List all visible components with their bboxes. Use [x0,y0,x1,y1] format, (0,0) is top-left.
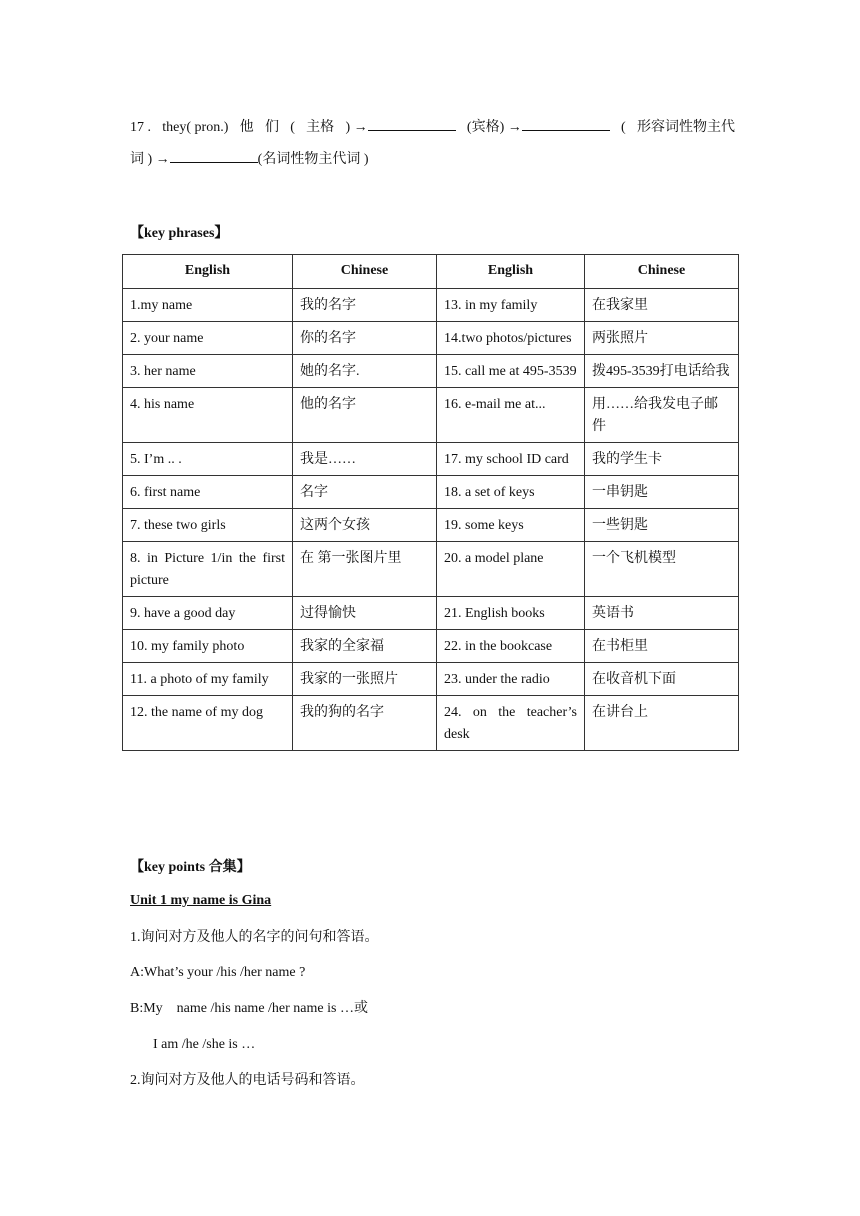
exercise-line-2 [130,144,735,176]
table-cell: 过得愉快 [293,597,437,630]
table-cell: 6. first name [123,476,293,509]
table-cell: 23. under the radio [437,663,585,696]
table-cell: 我的名字 [293,289,437,322]
table-cell: 16. e-mail me at... [437,388,585,443]
table-cell: 这两个女孩 [293,509,437,542]
column-header-chinese: Chinese [585,255,739,289]
table-cell: 7. these two girls [123,509,293,542]
unit-title: Unit 1 my name is Gina [130,893,272,908]
table-row [123,388,739,443]
table-row [123,696,739,751]
table-cell: 3. her name [123,355,293,388]
table-cell: 名字 [293,476,437,509]
item-text: 主格 [306,120,335,135]
table-cell: 一些钥匙 [585,509,739,542]
table-cell: 22. in the bookcase [437,630,585,663]
body-line: I am /he /she is … [153,1037,256,1052]
table-cell: 5. I’m .. . [123,443,293,476]
table-cell: 在收音机下面 [585,663,739,696]
answer-blank[interactable] [368,116,456,131]
item-text: ( [621,120,626,135]
body-line: 2.询问对方及他人的电话号码和答语。 [130,1073,365,1088]
table-row [123,443,739,476]
table-cell: 14.two photos/pictures [437,322,585,355]
key-points-heading: 【key points 合集】 [130,860,251,875]
exercise-line-1 [130,112,735,144]
table-cell: 10. my family photo [123,630,293,663]
table-cell: 17. my school ID card [437,443,585,476]
body-line: 1.询问对方及他人的名字的问句和答语。 [130,930,379,945]
table-cell: 24. on the teacher’s desk [437,696,585,751]
table-cell: 2. your name [123,322,293,355]
table-row [123,597,739,630]
table-cell: 8. in Picture 1/in the first picture [123,542,293,597]
column-header-chinese: Chinese [293,255,437,289]
table-row [123,322,739,355]
table-cell: 1.my name [123,289,293,322]
body-line: B:My name /his name /her name is …或 [130,1001,368,1016]
item-number: 17 . [130,120,151,135]
item-text: ( [290,120,295,135]
table-cell: 13. in my family [437,289,585,322]
item-text: (宾格) → [467,112,610,144]
item-text: ) → [345,112,455,144]
table-cell: 拨495-3539打电话给我 [585,355,739,388]
table-cell: 他的名字 [293,388,437,443]
table-cell: 我家的一张照片 [293,663,437,696]
key-phrases-heading: 【key phrases】 [130,226,229,241]
table-row [123,542,739,597]
table-cell: 21. English books [437,597,585,630]
item-text: (名词性物主代词 ) [257,152,369,167]
table-cell: 英语书 [585,597,739,630]
table-row [123,355,739,388]
table-cell: 在我家里 [585,289,739,322]
item-text: 他 [239,120,254,135]
table-cell: 在书柜里 [585,630,739,663]
table-cell: 15. call me at 495-3539 [437,355,585,388]
column-header-english: English [123,255,293,289]
table-header-row [123,255,739,289]
table-row [123,630,739,663]
key-phrases-table [122,254,739,751]
table-row [123,509,739,542]
table-cell: 19. some keys [437,509,585,542]
item-text: 们 [264,120,279,135]
table-row [123,476,739,509]
table-cell: 我是…… [293,443,437,476]
table-cell: 我的学生卡 [585,443,739,476]
item-text: 词 ) → [130,152,170,167]
table-cell: 11. a photo of my family [123,663,293,696]
exercise-item-17 [130,112,735,176]
answer-blank[interactable] [170,148,258,163]
table-cell: 两张照片 [585,322,739,355]
table-cell: 18. a set of keys [437,476,585,509]
table-cell: 用……给我发电子邮件 [585,388,739,443]
table-cell: 一个飞机模型 [585,542,739,597]
table-row [123,289,739,322]
item-word: they( pron.) [162,120,229,135]
table-cell: 9. have a good day [123,597,293,630]
table-cell: 我家的全家福 [293,630,437,663]
table-cell: 我的狗的名字 [293,696,437,751]
table-cell: 一串钥匙 [585,476,739,509]
table-cell: 在 第一张图片里 [293,542,437,597]
table-cell: 4. his name [123,388,293,443]
item-text: 形容词性物主代 [636,120,735,135]
table-cell: 12. the name of my dog [123,696,293,751]
table-cell: 你的名字 [293,322,437,355]
table-row [123,663,739,696]
answer-blank[interactable] [522,116,610,131]
body-line: A:What’s your /his /her name ? [130,965,306,980]
table-cell: 在讲台上 [585,696,739,751]
column-header-english: English [437,255,585,289]
table-cell: 20. a model plane [437,542,585,597]
table-cell: 她的名字. [293,355,437,388]
